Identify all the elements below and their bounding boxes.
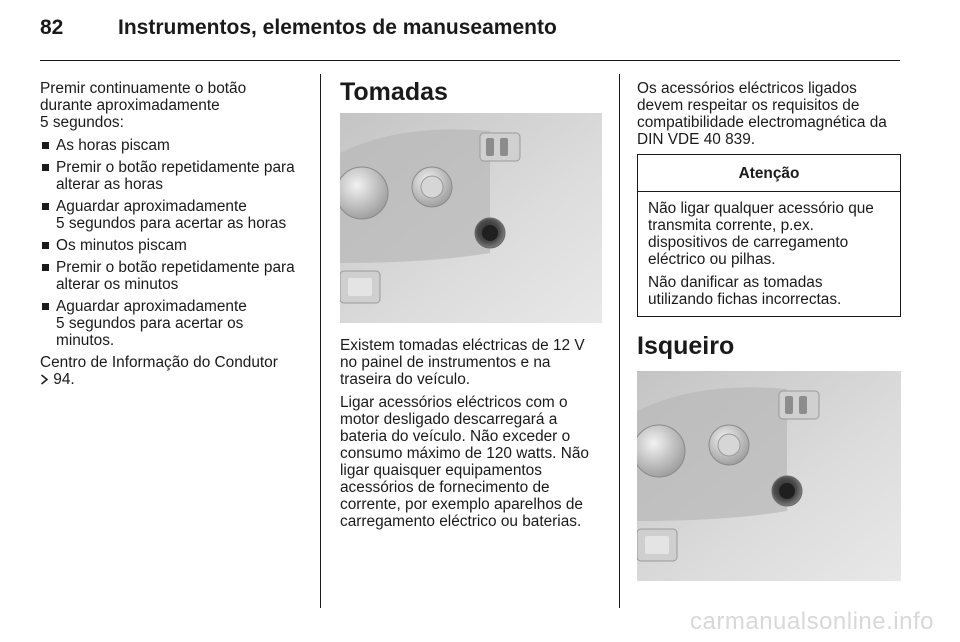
text-line: Existem tomadas eléctricas de 12 V — [340, 337, 585, 354]
reference-page: 94. — [53, 371, 75, 388]
text-line: 5 segundos para acertar os — [56, 315, 244, 332]
text-line: carregamento eléctrico ou baterias. — [340, 513, 582, 530]
page-number: 82 — [40, 16, 64, 39]
page-title: Instrumentos, elementos de manuseamento — [118, 16, 557, 39]
column-divider-left — [320, 74, 321, 608]
text-line: eléctrico ou pilhas. — [648, 251, 776, 268]
power-outlet-illustration — [340, 113, 602, 323]
section-heading-isqueiro: Isqueiro — [637, 332, 735, 360]
cigarette-lighter-illustration — [637, 371, 901, 581]
text-line: Premir continuamente o botão — [40, 80, 247, 97]
text-line: bateria do veículo. Não exceder o — [340, 428, 571, 445]
watermark: carmanualsonline.info — [690, 608, 934, 635]
section-heading-tomadas: Tomadas — [340, 78, 448, 106]
text-line: Centro de Informação do Condutor — [40, 354, 278, 371]
list-item — [40, 198, 312, 232]
text-line: utilizando fichas incorrectas. — [648, 291, 842, 308]
page-reference-arrow-icon — [40, 374, 49, 385]
text-line: dispositivos de carregamento — [648, 234, 849, 251]
reference-line — [40, 371, 312, 388]
text-line: Não ligar qualquer acessório que — [648, 200, 874, 217]
text-line: alterar as horas — [56, 176, 163, 193]
text-line: DIN VDE 40 839. — [637, 131, 756, 148]
paragraph — [340, 394, 602, 530]
cigarette-lighter-photo — [637, 371, 901, 581]
text-line: ligar quaisquer equipamentos — [340, 462, 542, 479]
text-line: Premir o botão repetidamente para — [56, 259, 295, 276]
list-item — [40, 137, 312, 154]
text-line: Não danificar as tomadas — [648, 274, 823, 291]
power-outlet-photo — [340, 113, 602, 323]
text-line: Ligar acessórios eléctricos com o — [340, 394, 568, 411]
list-item — [40, 237, 312, 254]
paragraph — [637, 80, 901, 148]
text-line: Aguardar aproximadamente — [56, 198, 247, 215]
intro-paragraph — [40, 80, 312, 131]
text-line: corrente, por exemplo aparelhos de — [340, 496, 583, 513]
text-line: transmita corrente, p.ex. — [648, 217, 814, 234]
paragraph — [648, 274, 890, 308]
text-line: As horas piscam — [56, 137, 170, 154]
text-line: compatibilidade electromagnética da — [637, 114, 887, 131]
list-item — [40, 298, 312, 349]
list-item — [40, 159, 312, 193]
paragraph — [340, 337, 602, 388]
text-line: 5 segundos: — [40, 114, 124, 131]
text-line: acessórios de fornecimento de — [340, 479, 550, 496]
text-line: durante aproximadamente — [40, 97, 220, 114]
text-line: Premir o botão repetidamente para — [56, 159, 295, 176]
warning-box — [637, 154, 901, 317]
paragraph — [648, 200, 890, 268]
text-line: Os acessórios eléctricos ligados — [637, 80, 857, 97]
text-line: minutos. — [56, 332, 115, 349]
cross-reference[interactable] — [40, 354, 312, 388]
text-line: devem respeitar os requisitos de — [637, 97, 860, 114]
header-rule — [40, 60, 900, 61]
column-2 — [340, 77, 602, 536]
text-line: Os minutos piscam — [56, 237, 187, 254]
column-1 — [40, 80, 312, 394]
text-line: no painel de instrumentos e na — [340, 354, 551, 371]
page-header — [40, 16, 900, 60]
column-divider-right — [619, 74, 620, 608]
steps-list — [40, 137, 312, 349]
text-line: Aguardar aproximadamente — [56, 298, 247, 315]
text-line: consumo máximo de 120 watts. Não — [340, 445, 589, 462]
text-line: motor desligado descarregará a — [340, 411, 558, 428]
text-line: alterar os minutos — [56, 276, 179, 293]
warning-title: Atenção — [638, 155, 900, 192]
column-3 — [637, 80, 901, 581]
warning-body — [638, 192, 900, 316]
list-item — [40, 259, 312, 293]
text-line: traseira do veículo. — [340, 371, 471, 388]
text-line: 5 segundos para acertar as horas — [56, 215, 287, 232]
